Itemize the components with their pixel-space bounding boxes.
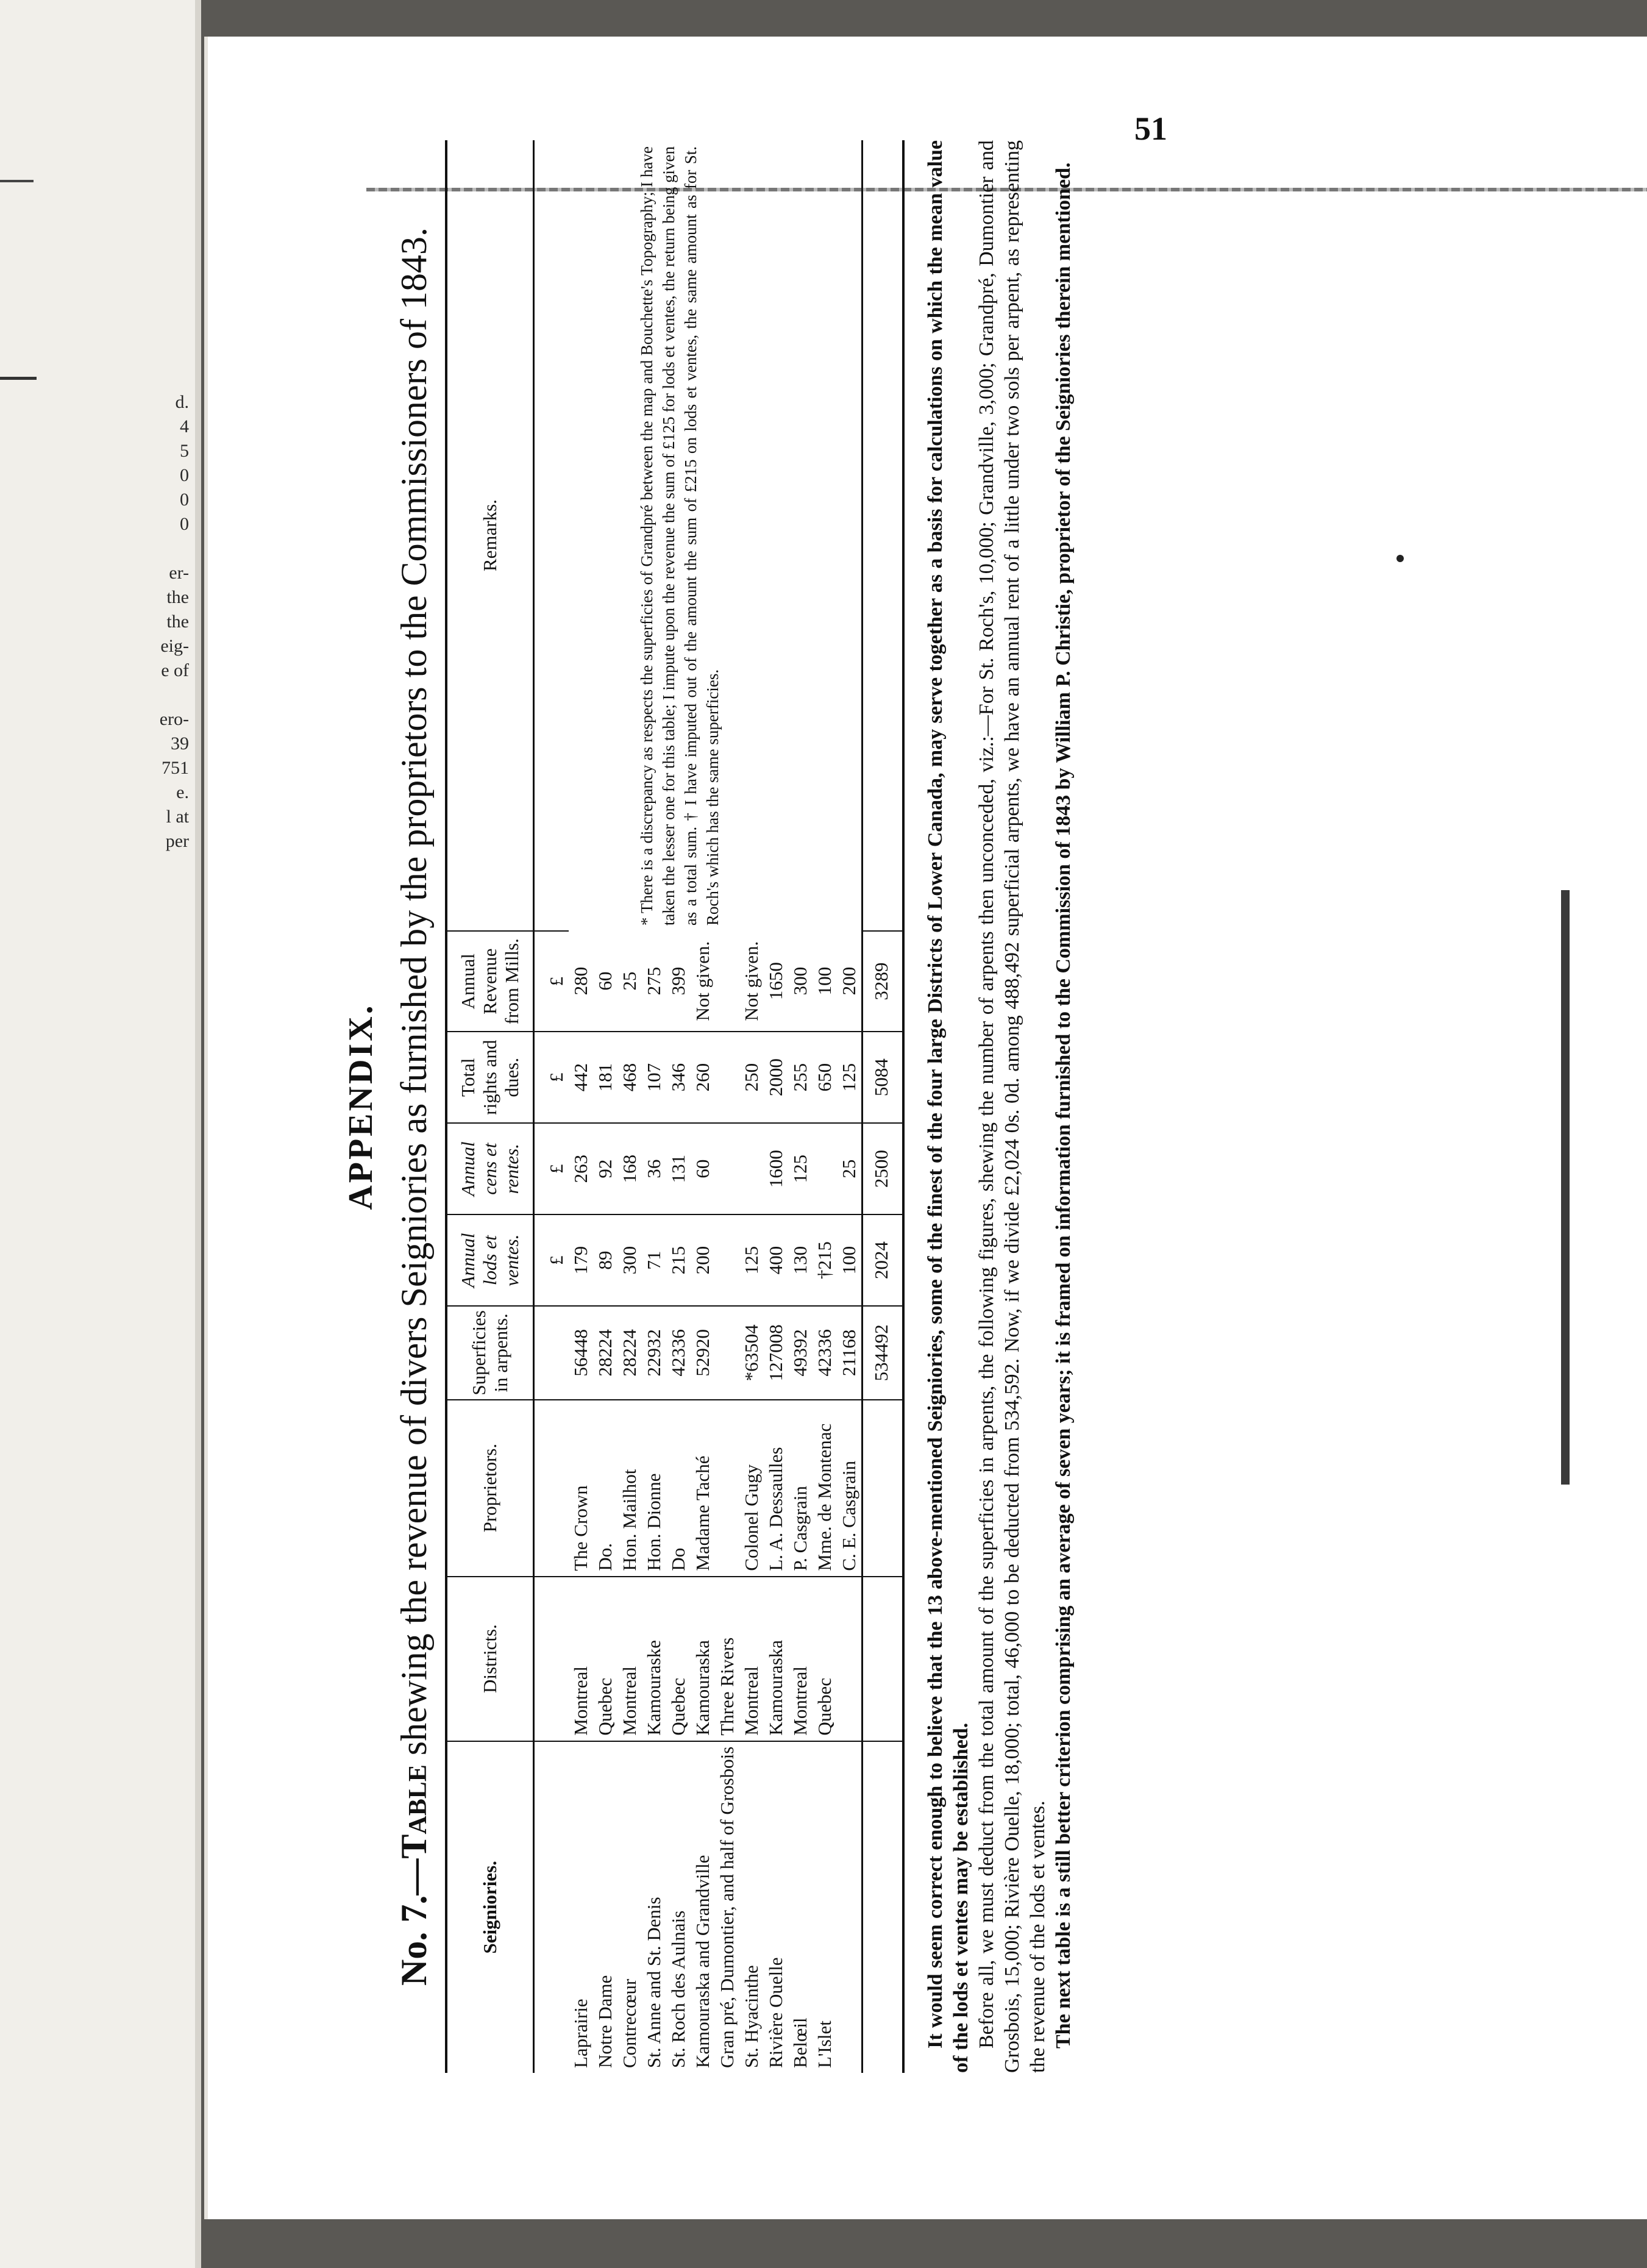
cell-seigniory: Notre Dame [593, 1741, 617, 2073]
cell-seigniory: Belœil [788, 1741, 813, 2073]
cell-district: Montreal [739, 1577, 764, 1741]
table-header-row [446, 140, 534, 2073]
facing-page-fragment: e. [176, 782, 189, 802]
currency-row [534, 140, 569, 2073]
cell-proprietor: Hon. Mailhot [617, 1400, 642, 1577]
cell-lods: 100 [837, 1214, 863, 1306]
facing-page-fragment: 4 [180, 416, 189, 437]
cell-district: Kamouraska [764, 1577, 788, 1741]
col-districts: Districts. [446, 1577, 534, 1741]
cell-cens: 131 [666, 1123, 691, 1214]
cell-superficies: 52920 [691, 1306, 715, 1399]
cell-seigniory: Contrecœur [617, 1741, 642, 2073]
cell-lods: 125 [739, 1214, 764, 1306]
cell-mills: 275 [643, 966, 664, 996]
cell-superficies [715, 1306, 739, 1399]
cell-mills: 25 [619, 971, 640, 991]
facing-page-fragment: the [166, 587, 189, 607]
facing-page-fragment: d. [175, 392, 189, 412]
cell-rights: 250 [739, 1032, 764, 1123]
cell-seigniory: St. Hyacinthe [739, 1741, 764, 2073]
cell-mills: 100 [814, 966, 835, 996]
facing-page-fragment: 0 [180, 465, 189, 485]
facing-page-fragment: ero- [159, 709, 189, 729]
currency-symbol: £ [534, 931, 569, 1032]
cell-mills: 1650 [765, 962, 786, 1000]
facing-page-text-fragments [91, 390, 189, 854]
table-caption [393, 140, 435, 2073]
facing-page-fragment: 0 [180, 490, 189, 510]
cell-lods [715, 1214, 739, 1306]
cell-lods: 300 [617, 1214, 642, 1306]
cell-superficies: 42336 [813, 1306, 837, 1399]
facing-page-fragment: 0 [180, 514, 189, 534]
facing-page-fragment: 751 [162, 758, 189, 778]
cell-district: Montreal [788, 1577, 813, 1741]
cell-seigniory: Rivière Ouelle [764, 1741, 788, 2073]
total-rights: 5084 [863, 1032, 904, 1123]
cell-superficies: 42336 [666, 1306, 691, 1399]
facing-page-rule [0, 180, 34, 182]
cell-district: Quebec [813, 1577, 837, 1741]
cell-superficies: 28224 [593, 1306, 617, 1399]
cell-rights: 255 [788, 1032, 813, 1123]
cell-superficies: 56448 [569, 1306, 593, 1399]
col-mills: Annual Revenue from Mills. [446, 931, 534, 1032]
seigniories-table [445, 140, 905, 2073]
cell-district: Kamouraske [642, 1577, 666, 1741]
cell-district: Quebec [666, 1577, 691, 1741]
cell-district: Quebec [593, 1577, 617, 1741]
cell-seigniory: Kamouraska and Grandville [691, 1741, 715, 2073]
facing-page-fragment: 39 [171, 733, 189, 754]
remarks-text [534, 140, 863, 931]
cell-seigniory: St. Anne and St. Denis [642, 1741, 666, 2073]
cell-cens [715, 1123, 739, 1214]
cell-proprietor: Do [666, 1400, 691, 1577]
cell-district: Montreal [569, 1577, 593, 1741]
cell-proprietor: Hon. Dionne [642, 1400, 666, 1577]
col-proprietors: Proprietors. [446, 1400, 534, 1577]
cell-seigniory: Laprairie [569, 1741, 593, 2073]
cell-rights: 2000 [764, 1032, 788, 1123]
cell-mills: 280 [570, 966, 591, 996]
cell-rights: 650 [813, 1032, 837, 1123]
cell-superficies: 22932 [642, 1306, 666, 1399]
cell-proprietor: L. A. Dessaulles [764, 1400, 788, 1577]
col-remarks: Remarks. [446, 140, 534, 931]
cell-rights: 468 [617, 1032, 642, 1123]
cell-rights: 442 [569, 1032, 593, 1123]
cell-rights: 107 [642, 1032, 666, 1123]
cell-mills: 60 [594, 971, 616, 991]
currency-symbol: £ [534, 1032, 569, 1123]
currency-symbol: £ [534, 1214, 569, 1306]
cell-lods: 400 [764, 1214, 788, 1306]
cell-rights: 125 [837, 1032, 863, 1123]
facing-page-fragment: e of [161, 660, 189, 680]
cell-cens: 263 [569, 1123, 593, 1214]
facing-page-fragment [91, 537, 189, 561]
cell-district: Three Rivers [715, 1577, 739, 1741]
cell-lods: 215 [666, 1214, 691, 1306]
cell-rights: 260 [691, 1032, 715, 1123]
cell-mills: 300 [789, 966, 811, 996]
page-number: 51 [1134, 110, 1167, 147]
total-cens: 2500 [863, 1123, 904, 1214]
rotated-content [341, 140, 1256, 2073]
currency-symbol: £ [534, 1123, 569, 1214]
facing-page-fragment: 5 [180, 441, 189, 461]
cell-lods: 89 [593, 1214, 617, 1306]
col-cens: Annual cens et rentes. [446, 1123, 534, 1214]
facing-page-fragment [91, 683, 189, 707]
cell-rights: 346 [666, 1032, 691, 1123]
cell-district: Montreal [617, 1577, 642, 1741]
cell-mills: 399 [667, 966, 689, 996]
facing-page-fragment: per [165, 831, 189, 851]
col-superficies: Superficies in arpents. [446, 1306, 534, 1399]
cell-superficies: 49392 [788, 1306, 813, 1399]
cell-proprietor: P. Casgrain [788, 1400, 813, 1577]
cell-mills: Not given. [741, 941, 762, 1021]
caption-word: Table [394, 1764, 434, 1859]
cell-seigniory [837, 1741, 863, 2073]
cell-cens: 1600 [764, 1123, 788, 1214]
cell-lods: 130 [788, 1214, 813, 1306]
cell-cens: 36 [642, 1123, 666, 1214]
cell-proprietor: Do. [593, 1400, 617, 1577]
caption-prefix: No. 7.— [394, 1858, 434, 1986]
notes [923, 140, 1076, 2073]
facing-page-fragment: l at [166, 807, 189, 827]
cell-superficies: 21168 [837, 1306, 863, 1399]
ink-spot [1396, 555, 1404, 562]
caption-text: shewing the revenue of divers Seigniories as furnished by the proprietors to the Commissioners of 1843. [394, 227, 434, 1756]
cell-superficies: 28224 [617, 1306, 642, 1399]
col-lods: Annual lods et ventes. [446, 1214, 534, 1306]
cell-rights: 181 [593, 1032, 617, 1123]
total-mills: 3289 [863, 931, 904, 1032]
cell-proprietor: Madame Taché [691, 1400, 715, 1577]
cell-rights [715, 1032, 739, 1123]
note-paragraph: The next table is a still better criterion comprising an average of seven years; it is framed on information furnished to the Commission of 1843 by William P. Christie, proprietor of the Seigniories therein mentioned. [1052, 162, 1075, 2049]
cell-mills: 200 [838, 966, 859, 996]
cell-superficies: 127008 [764, 1306, 788, 1399]
cell-cens: 92 [593, 1123, 617, 1214]
cell-lods: 200 [691, 1214, 715, 1306]
cell-proprietor: Colonel Gugy [739, 1400, 764, 1577]
col-seigniories: Seigniories. [446, 1741, 534, 2073]
facing-page-rule [0, 377, 37, 380]
cell-seigniory: St. Roch des Aulnais [666, 1741, 691, 2073]
appendix-heading: APPENDIX. [342, 1003, 380, 1210]
cell-lods: 71 [642, 1214, 666, 1306]
facing-page-fragment: er- [169, 563, 189, 583]
cell-mills [715, 931, 739, 1032]
cell-proprietor: C. E. Casgrain [837, 1400, 863, 1577]
facing-page-fragment: eig- [160, 636, 189, 656]
facing-page-fragment: the [166, 612, 189, 632]
cell-proprietor: Mme. de Montenac [813, 1400, 837, 1577]
totals-row [863, 140, 904, 2073]
cell-lods: †215 [813, 1214, 837, 1306]
cell-proprietor [715, 1400, 739, 1577]
remarks-body: * There is a discrepancy as respects the superficies of Grandpré between the map and Bouchette's Topography; I have taken the lesser one for this table; I impute upon the revenue the sum of £125 for lods et ventes, the return being given as a total sum. † I have imputed out of the amount the sum of £215 on lods et ventes, the same amount as for St. Roch's which has the same superficies. [638, 146, 722, 926]
printed-vertical-rule [1561, 890, 1570, 1485]
total-superficies: 534492 [863, 1306, 904, 1399]
cell-proprietor: The Crown [569, 1400, 593, 1577]
cell-cens [739, 1123, 764, 1214]
total-lods: 2024 [863, 1214, 904, 1306]
cell-cens: 168 [617, 1123, 642, 1214]
cell-superficies: *63504 [739, 1306, 764, 1399]
cell-cens: 60 [691, 1123, 715, 1214]
cell-mills: Not given. [692, 941, 713, 1021]
cell-seigniory: L'Islet [813, 1741, 837, 2073]
cell-cens [813, 1123, 837, 1214]
cell-district [837, 1577, 863, 1741]
cell-district: Kamouraska [691, 1577, 715, 1741]
note-paragraph: It would seem correct enough to believe that the 13 above-mentioned Seigniories, some of the finest of the four large Districts of Lower Canada, may serve together as a basis for calculations on which the mean value of the lods et ventes may be established. [924, 140, 972, 2073]
facing-page [0, 0, 201, 2268]
cell-seigniory: Gran pré, Dumontier, and half of Grosbois [715, 1741, 739, 2073]
cell-cens: 25 [837, 1123, 863, 1214]
cell-lods: 179 [569, 1214, 593, 1306]
cell-cens: 125 [788, 1123, 813, 1214]
col-rights: Total rights and dues. [446, 1032, 534, 1123]
note-paragraph: Before all, we must deduct from the total amount of the superficies in arpents, the following figures, shewing the number of arpents then unconceded, viz.:—For St. Roch's, 10,000; Grandville, 3,000; Grandpré, Dumontier and Grosbois, 15,000; Rivière Ouelle, 18,000; total, 46,000 to be deducted from 534,592. Now, if we divide £2,024 0s. 0d. among 488,492 superficial arpents, we have an annual rent of a little under two sols per arpent, as representing the revenue of the lods et ventes. [975, 140, 1049, 2073]
